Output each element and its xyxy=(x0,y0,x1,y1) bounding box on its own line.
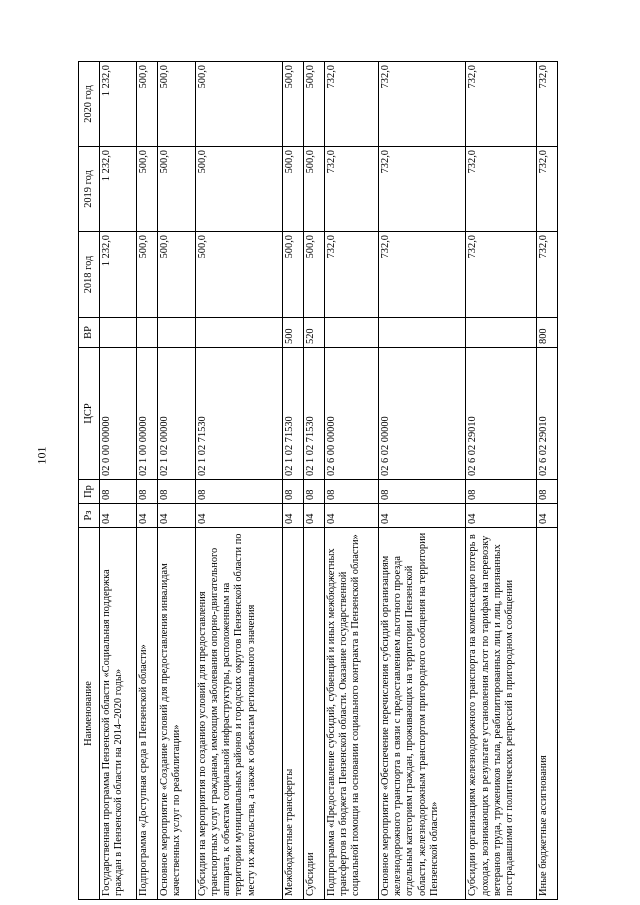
row-vr xyxy=(378,318,466,348)
row-pr: 08 xyxy=(466,480,537,504)
row-name: Межбюджетные трансферты xyxy=(283,528,304,900)
row-name: Иные бюджетные ассигнования xyxy=(537,528,558,900)
row-2020: 500,0 xyxy=(158,62,195,147)
row-2020: 1 232,0 xyxy=(100,62,137,147)
row-2019: 1 232,0 xyxy=(100,147,137,232)
row-csr: 02 1 02 71530 xyxy=(303,348,324,480)
row-rz: 04 xyxy=(158,504,195,528)
budget-table xyxy=(78,61,558,900)
row-rz: 04 xyxy=(466,504,537,528)
header-2019: 2019 год xyxy=(79,147,100,232)
row-2020: 732,0 xyxy=(466,62,537,147)
header-2020: 2020 год xyxy=(79,62,100,147)
row-vr: 520 xyxy=(303,318,324,348)
header-2018: 2018 год xyxy=(79,232,100,318)
table-row xyxy=(537,62,558,900)
table-row xyxy=(283,62,304,900)
row-2020: 500,0 xyxy=(195,62,283,147)
table-row xyxy=(137,62,158,900)
row-2020: 500,0 xyxy=(137,62,158,147)
row-rz: 04 xyxy=(378,504,466,528)
row-pr: 08 xyxy=(537,480,558,504)
row-rz: 04 xyxy=(283,504,304,528)
row-vr xyxy=(137,318,158,348)
row-csr: 02 1 02 00000 xyxy=(158,348,195,480)
row-pr: 08 xyxy=(158,480,195,504)
row-csr: 02 1 02 71530 xyxy=(283,348,304,480)
row-2019: 500,0 xyxy=(195,147,283,232)
row-2019: 732,0 xyxy=(378,147,466,232)
row-pr: 08 xyxy=(283,480,304,504)
header-rz: Рз xyxy=(79,504,100,528)
row-rz: 04 xyxy=(303,504,324,528)
row-rz: 04 xyxy=(537,504,558,528)
row-vr xyxy=(324,318,378,348)
row-2019: 500,0 xyxy=(137,147,158,232)
header-csr: ЦСР xyxy=(79,348,100,480)
table-row xyxy=(100,62,137,900)
row-2018: 732,0 xyxy=(466,232,537,318)
row-pr: 08 xyxy=(303,480,324,504)
row-vr xyxy=(100,318,137,348)
row-csr: 02 0 00 00000 xyxy=(100,348,137,480)
header-vr: ВР xyxy=(79,318,100,348)
row-csr: 02 6 02 29010 xyxy=(466,348,537,480)
row-name: Государственная программа Пензенской области «Социальная поддержка граждан в Пензенской области на 2014–2020 годы» xyxy=(100,528,137,900)
row-name: Подпрограмма «Доступная среда в Пензенской области» xyxy=(137,528,158,900)
row-2020: 500,0 xyxy=(303,62,324,147)
row-pr: 08 xyxy=(100,480,137,504)
row-2018: 1 232,0 xyxy=(100,232,137,318)
row-vr: 500 xyxy=(283,318,304,348)
row-csr: 02 6 00 00000 xyxy=(324,348,378,480)
row-2020: 732,0 xyxy=(324,62,378,147)
row-2018: 500,0 xyxy=(303,232,324,318)
budget-table-container xyxy=(78,62,558,900)
row-2018: 732,0 xyxy=(378,232,466,318)
row-rz: 04 xyxy=(324,504,378,528)
table-row xyxy=(195,62,283,900)
row-2019: 500,0 xyxy=(283,147,304,232)
row-2018: 500,0 xyxy=(195,232,283,318)
row-pr: 08 xyxy=(137,480,158,504)
row-rz: 04 xyxy=(137,504,158,528)
row-name: Субсидии на мероприятия по созданию условий для предоставления транспортных услуг гражданам, имеющим заболевания опорно-двигательного аппарата, к объектам социальной инфраструктуры, расположенным на территории муниципальных районов и городских округов Пензенской области по месту их жительства, а также к объектам регионального значения xyxy=(195,528,283,900)
row-name: Основное мероприятие «Создание условий для предоставления инвалидам качественных услуг по реабилитации» xyxy=(158,528,195,900)
table-row xyxy=(378,62,466,900)
row-csr: 02 6 02 00000 xyxy=(378,348,466,480)
table-row xyxy=(158,62,195,900)
row-2019: 500,0 xyxy=(158,147,195,232)
row-csr: 02 6 02 29010 xyxy=(537,348,558,480)
row-2019: 732,0 xyxy=(537,147,558,232)
header-name: Наименование xyxy=(79,528,100,900)
row-rz: 04 xyxy=(100,504,137,528)
header-pr: Пр xyxy=(79,480,100,504)
row-2018: 732,0 xyxy=(324,232,378,318)
row-name: Подпрограмма «Предоставление субсидий, субвенций и иных межбюджетных трансфертов из бюджета Пензенской области. Оказание государственной социальной помощи на основании социального контракта в Пензенской области» xyxy=(324,528,378,900)
row-2020: 732,0 xyxy=(378,62,466,147)
row-name: Субсидии xyxy=(303,528,324,900)
table-row xyxy=(466,62,537,900)
row-vr xyxy=(195,318,283,348)
table-row xyxy=(324,62,378,900)
row-name: Основное мероприятие «Обеспечение перечисления субсидий организациям железнодорожного транспорта в связи с предоставлением льготного проезда отдельным категориям граждан, проживающих на территории Пензенской области, железнодорожным транспортом пригородного сообщения на территории Пензенской области» xyxy=(378,528,466,900)
row-2018: 500,0 xyxy=(283,232,304,318)
row-2019: 732,0 xyxy=(324,147,378,232)
row-2018: 732,0 xyxy=(537,232,558,318)
row-pr: 08 xyxy=(324,480,378,504)
row-csr: 02 1 00 00000 xyxy=(137,348,158,480)
table-header-row xyxy=(79,62,100,900)
rotated-table-frame xyxy=(78,62,558,900)
row-name: Субсидии организациям железнодорожного транспорта на компенсацию потерь в доходах, возникающих в результате установления льгот по тарифам на перевозку ветеранов труда, тружеников тыла, реабилитированных лиц и лиц, признанных пострадавшими от политических репрессий в пригородном сообщении xyxy=(466,528,537,900)
row-pr: 08 xyxy=(378,480,466,504)
row-csr: 02 1 02 71530 xyxy=(195,348,283,480)
table-row xyxy=(303,62,324,900)
page-number: 101 xyxy=(34,446,49,465)
row-2018: 500,0 xyxy=(158,232,195,318)
row-2019: 732,0 xyxy=(466,147,537,232)
row-vr xyxy=(466,318,537,348)
row-2020: 732,0 xyxy=(537,62,558,147)
row-pr: 08 xyxy=(195,480,283,504)
row-2019: 500,0 xyxy=(303,147,324,232)
row-vr: 800 xyxy=(537,318,558,348)
row-2020: 500,0 xyxy=(283,62,304,147)
row-vr xyxy=(158,318,195,348)
row-2018: 500,0 xyxy=(137,232,158,318)
row-rz: 04 xyxy=(195,504,283,528)
